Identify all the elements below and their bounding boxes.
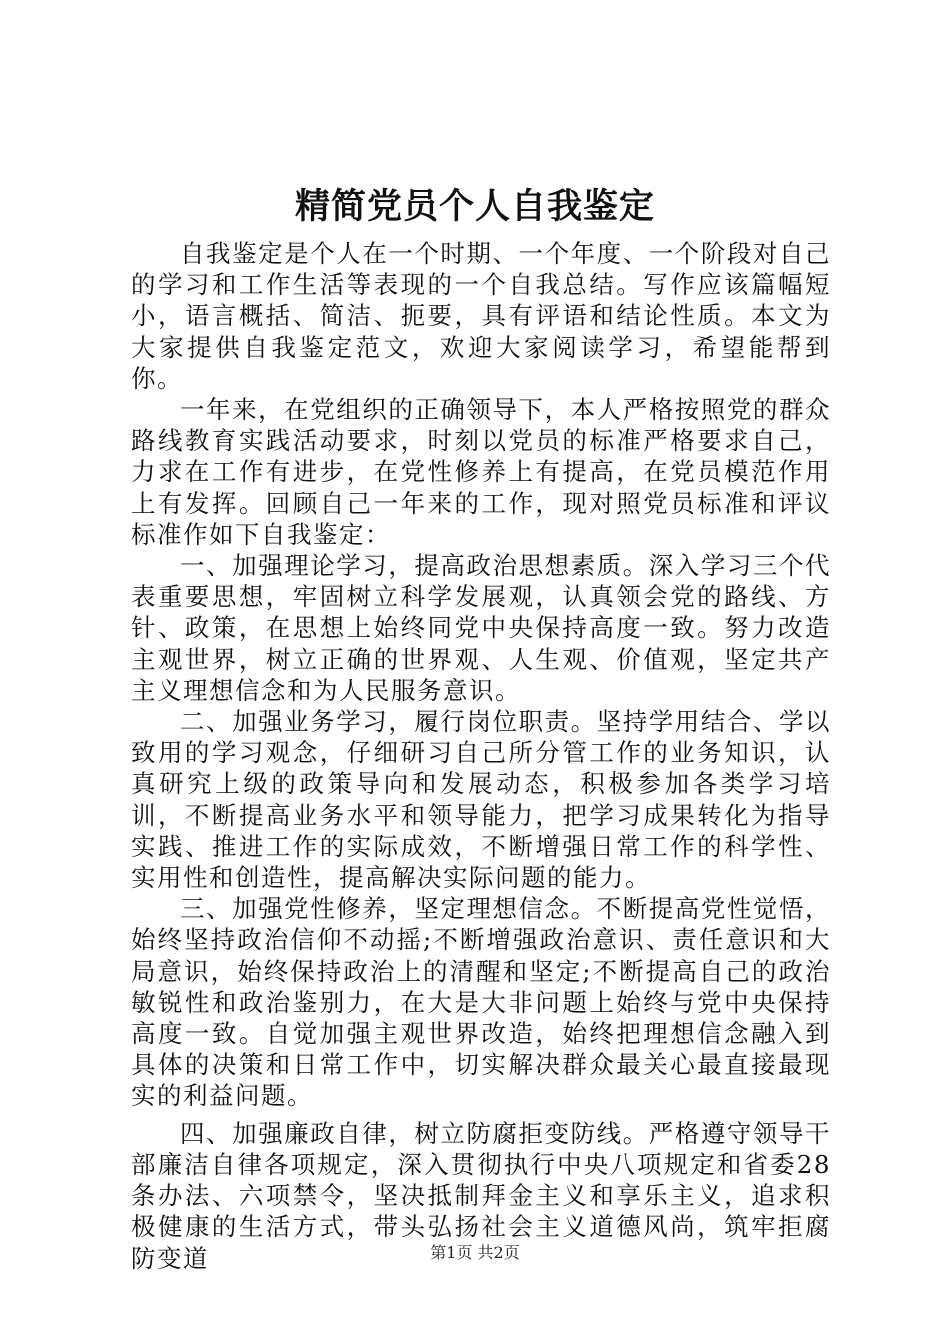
document-title: 精简党员个人自我鉴定 [294, 186, 655, 227]
paragraph-party-spirit: 三、加强党性修养，坚定理想信念。不断提高党性觉悟，始终坚持政治信仰不动摇;不断增强政治意识、责任意识和大局意识，始终保持政治上的清醒和坚定;不断提高自己的政治敏锐性和政治鉴别力，在大是大非问题上始终与党中央保持高度一致。自觉加强主观世界改造，始终把理想信念融入到具体的决策和日常工作中，切实解决群众最关心最直接最现实的利益问题。 [131, 894, 831, 1111]
paragraph-intro: 自我鉴定是个人在一个时期、一个年度、一个阶段对自己的学习和工作生活等表现的一个自我总结。写作应该篇幅短小，语言概括、简洁、扼要，具有评语和结论性质。本文为大家提供自我鉴定范文，欢迎大家阅读学习，希望能帮到你。 [131, 239, 831, 393]
document-body [131, 238, 831, 1274]
paragraph-theory-study: 一、加强理论学习，提高政治思想素质。深入学习三个代表重要思想，牢固树立科学发展观，认真领会党的路线、方针、政策，在思想上始终同党中央保持高度一致。努力改造主观世界，树立正确的世界观、人生观、价值观，坚定共产主义理想信念和为人民服务意识。 [131, 551, 831, 705]
paragraph-business-study: 二、加强业务学习，履行岗位职责。坚持学用结合、学以致用的学习观念，仔细研习自己所分管工作的业务知识，认真研究上级的政策导向和发展动态，积极参加各类学习培训，不断提高业务水平和领导能力，把学习成果转化为指导实践、推进工作的实际成效，不断增强日常工作的科学性、实用性和创造性，提高解决实际问题的能力。 [131, 707, 831, 893]
paragraph-overview: 一年来，在党组织的正确领导下，本人严格按照党的群众路线教育实践活动要求，时刻以党员的标准严格要求自己，力求在工作有进步，在党性修养上有提高，在党员模范作用上有发挥。回顾自己一年来的工作，现对照党员标准和评议标准作如下自我鉴定： [131, 395, 831, 549]
page-number-footer: 第1页 共2页 [430, 1243, 520, 1262]
paragraph-integrity: 四、加强廉政自律，树立防腐拒变防线。严格遵守领导干部廉洁自律各项规定，深入贯彻执行中央八项规定和省委28条办法、六项禁令，坚决抵制拜金主义和享乐主义，追求积极健康的生活方式，带头弘扬社会主义道德风尚，筑牢拒腐防变道 [131, 1118, 831, 1273]
